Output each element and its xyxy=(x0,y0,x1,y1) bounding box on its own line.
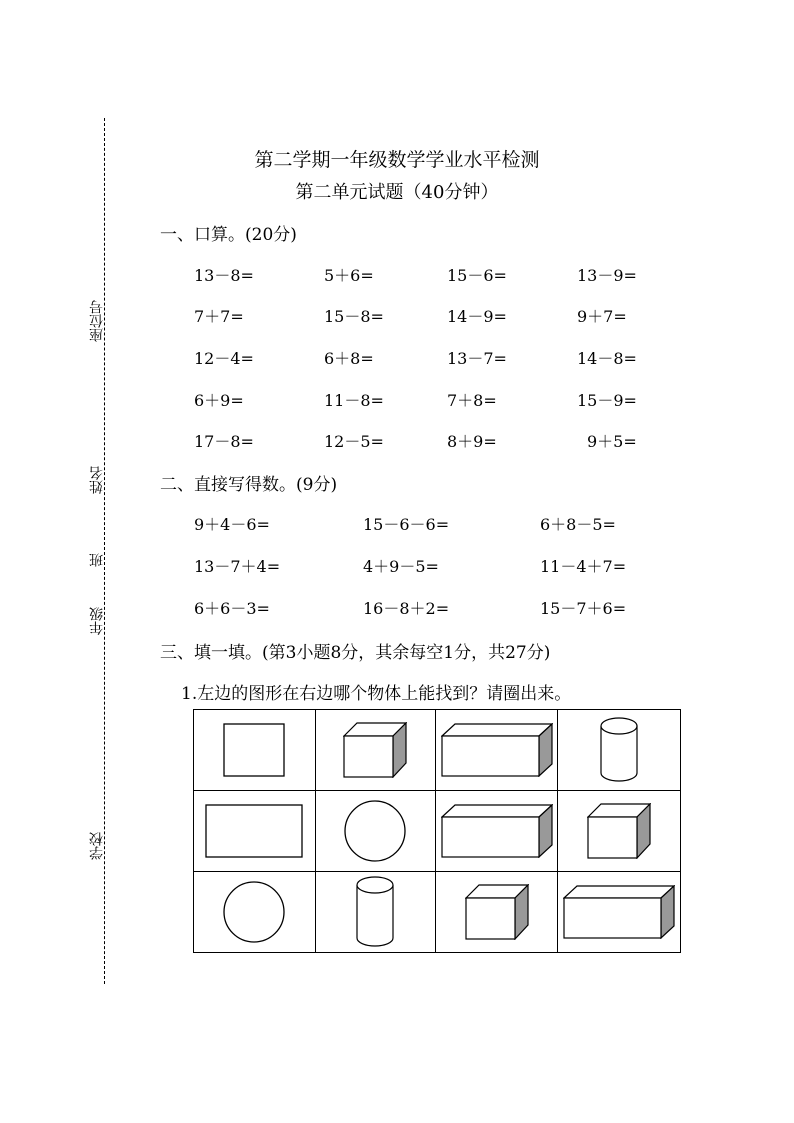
oral-problem: 17－8= xyxy=(194,432,254,451)
shape-row xyxy=(194,791,681,872)
oral-problem: 14－8= xyxy=(577,349,637,368)
exam-subtitle: 第二单元试题（40分钟） xyxy=(295,182,499,203)
rectangle-shape xyxy=(205,804,303,858)
grade-label: 年级 xyxy=(89,607,105,635)
direct-row xyxy=(0,512,794,532)
shape-matching-table xyxy=(193,709,681,953)
circle-shape xyxy=(222,880,286,944)
oral-problem: 12－4= xyxy=(194,349,254,368)
direct-row xyxy=(0,554,794,574)
oral-row xyxy=(0,429,794,449)
section-fill-heading: 三、填一填。(第3小题8分，其余每空1分，共27分) xyxy=(160,643,551,663)
oral-problem: 5＋6= xyxy=(324,266,374,285)
oral-problem: 15－6= xyxy=(447,266,507,285)
oral-problem: 11－8= xyxy=(324,391,384,410)
shape-row xyxy=(194,872,681,953)
shape-cell-long-cuboid[interactable] xyxy=(435,791,558,872)
direct-problem: 15－6－6= xyxy=(363,515,450,534)
shape-cell-cylinder[interactable] xyxy=(558,710,681,791)
oral-problem: 9＋5= xyxy=(587,432,637,451)
shape-cell-square xyxy=(194,710,316,791)
question-1-text: 1.左边的图形在右边哪个物体上能找到？请圈出来。 xyxy=(181,684,572,704)
circle-shape xyxy=(343,799,407,863)
cube-shape xyxy=(587,803,651,859)
direct-problem: 6＋6－3= xyxy=(194,599,270,618)
square-shape xyxy=(223,723,285,777)
long-cuboid-shape xyxy=(441,804,553,858)
long-cuboid-shape xyxy=(563,885,675,939)
school-label: 学校 xyxy=(89,832,105,860)
shape-cell-circle[interactable] xyxy=(315,791,435,872)
direct-problem: 11－4＋7= xyxy=(540,557,627,576)
direct-problem: 6＋8－5= xyxy=(540,515,616,534)
oral-problem: 6＋9= xyxy=(194,391,244,410)
class-label: 班 xyxy=(89,553,105,567)
name-label: 姓名 xyxy=(89,466,105,494)
cylinder-shape xyxy=(599,717,639,783)
oral-problem: 13－8= xyxy=(194,266,254,285)
exam-title: 第二学期一年级数学学业水平检测 xyxy=(254,149,540,171)
oral-row xyxy=(0,263,794,283)
oral-problem: 7＋7= xyxy=(194,307,244,326)
shape-cell-long-cuboid[interactable] xyxy=(558,872,681,953)
shape-cell-cylinder[interactable] xyxy=(315,872,435,953)
shape-cell-circle xyxy=(194,872,316,953)
shape-cell-rectangle xyxy=(194,791,316,872)
shape-cell-cube[interactable] xyxy=(435,872,558,953)
section-oral-heading: 一、口算。(20分) xyxy=(160,225,297,245)
shape-cell-cube[interactable] xyxy=(315,710,435,791)
seat-number-label: 座位号 xyxy=(89,300,105,342)
oral-problem: 13－7= xyxy=(447,349,507,368)
oral-problem: 9＋7= xyxy=(577,307,627,326)
oral-row xyxy=(0,388,794,408)
cube-shape xyxy=(343,722,407,778)
oral-problem: 13－9= xyxy=(577,266,637,285)
direct-problem: 16－8＋2= xyxy=(363,599,450,618)
oral-problem: 8＋9= xyxy=(447,432,497,451)
long-cuboid-shape xyxy=(441,723,553,777)
cube-shape xyxy=(465,884,529,940)
oral-problem: 6＋8= xyxy=(324,349,374,368)
oral-row xyxy=(0,304,794,324)
direct-problem: 4＋9－5= xyxy=(363,557,439,576)
oral-problem: 15－8= xyxy=(324,307,384,326)
cylinder-shape xyxy=(355,876,395,948)
direct-problem: 13－7＋4= xyxy=(194,557,281,576)
shape-row xyxy=(194,710,681,791)
section-direct-heading: 二、直接写得数。(9分) xyxy=(160,475,338,495)
oral-problem: 14－9= xyxy=(447,307,507,326)
shape-cell-long-cuboid[interactable] xyxy=(435,710,558,791)
direct-problem: 15－7＋6= xyxy=(540,599,627,618)
direct-row xyxy=(0,596,794,616)
direct-problem: 9＋4－6= xyxy=(194,515,270,534)
oral-problem: 7＋8= xyxy=(447,391,497,410)
oral-problem: 15－9= xyxy=(577,391,637,410)
shape-cell-cube[interactable] xyxy=(558,791,681,872)
oral-problem: 12－5= xyxy=(324,432,384,451)
oral-row xyxy=(0,346,794,366)
